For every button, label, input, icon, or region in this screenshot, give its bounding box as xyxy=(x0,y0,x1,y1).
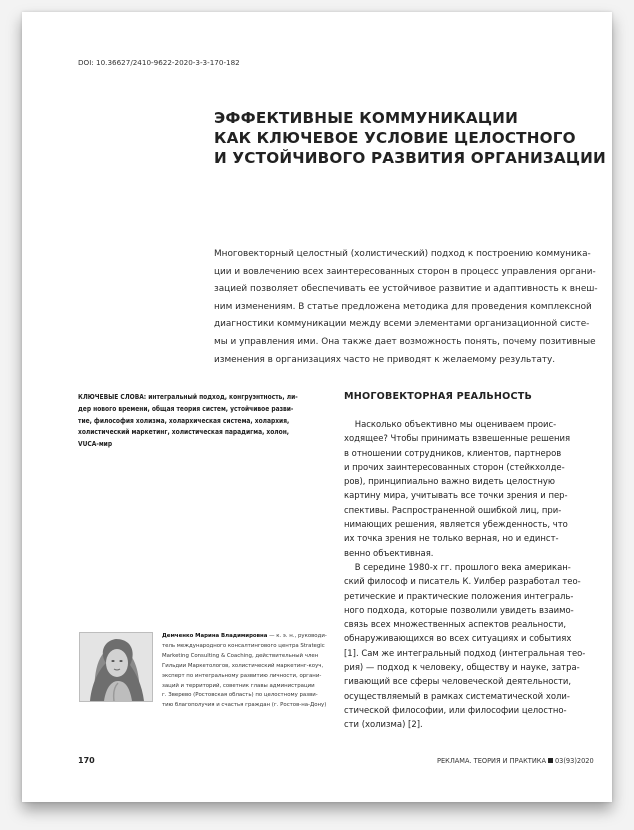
author-line: г. Зверево (Ростовская область) по целостному разви- xyxy=(162,692,318,699)
body-line: и прочих заинтересованных сторон (стейкхолде- xyxy=(344,461,565,472)
body-line: картину мира, учитывать все точки зрения и пер- xyxy=(344,490,568,501)
body-line: гивающий все сферы человеческой деятельности, xyxy=(344,676,572,687)
title-line: ЭФФЕКТИВНЫЕ КОММУНИКАЦИИ xyxy=(214,109,518,127)
body-line: осуществляемый в рамках систематической холи- xyxy=(344,690,570,701)
body-text xyxy=(344,417,594,732)
body-line: ров), принципиально важно видеть целостную xyxy=(344,476,555,487)
body-line: связь всех множественных аспектов реальности, xyxy=(344,619,567,630)
author-line: Marketing Consulting & Coaching, действительный член xyxy=(162,652,319,659)
body-line: обнаруживающихся во всех ситуациях и событиях xyxy=(344,633,572,644)
body-line: в отношении сотрудников, клиентов, партнеров xyxy=(344,447,562,458)
doi-line: DOI: 10.36627/2410-9622-2020-3-3-170-182 xyxy=(78,58,240,67)
title-line: И УСТОЙЧИВОГО РАЗВИТИЯ ОРГАНИЗАЦИИ xyxy=(214,149,606,167)
author-line: заций и территорий, советник главы администрации xyxy=(162,682,315,689)
author-name: Демченко Марина Владимировна xyxy=(162,633,268,639)
keywords-line: VUCA-мир xyxy=(78,440,113,449)
body-line: ходящее? Чтобы принимать взвешенные решения xyxy=(344,433,571,444)
keywords-line: КЛЮЧЕВЫЕ СЛОВА: интегральный подход, конгруэнтность, ли- xyxy=(78,393,298,401)
journal-page xyxy=(22,12,612,802)
body-line: нимающих решения, является убежденность, что xyxy=(344,519,568,530)
square-separator-icon xyxy=(548,758,553,763)
author-photo xyxy=(79,632,153,702)
journal-issue: 03(93)2020 xyxy=(554,757,594,765)
body-line: венно объективная. xyxy=(344,547,434,558)
journal-name: РЕКЛАМА. ТЕОРИЯ И ПРАКТИКА xyxy=(437,757,546,765)
abstract-line: зацией позволяет обеспечивать ее устойчивое развитие и адаптивность к внеш- xyxy=(214,284,598,295)
keywords-line: дер нового времени, общая теория систем, устойчивое разви- xyxy=(78,404,294,413)
abstract-line: диагностики коммуникации между всеми элементами организационной систе- xyxy=(214,319,590,330)
author-line: тию благополучия и счастья граждан (г. Ростов-на-Дону) xyxy=(162,702,327,709)
body-line: спективы. Распространенной ошибкой лиц, при- xyxy=(344,504,562,515)
author-line: Гильдии Маркетологов, холистический маркетинг-коуч, xyxy=(162,662,324,669)
body-line: рия) — подход к человеку, обществу и науке, затра- xyxy=(344,662,580,673)
body-line: стической философии, или философии целостно- xyxy=(344,704,567,715)
keywords-block xyxy=(78,392,328,451)
abstract-line: мы и управления ими. Она также дает возможность понять, почему позитивные xyxy=(214,336,596,347)
body-line: ский философ и писатель К. Уилбер разработал тео- xyxy=(344,576,581,587)
body-line: их точка зрения не только верная, но и единст- xyxy=(344,533,559,544)
author-portrait-graphic xyxy=(80,633,152,701)
author-line: эксперт по интегральному развитию личности, органи- xyxy=(162,672,322,679)
body-line: [1]. Сам же интегральный подход (интегральная тео- xyxy=(344,647,586,658)
abstract-line: Многовекторный целостный (холистический) подход к построению коммуника- xyxy=(214,249,591,259)
body-line: ретические и практические положения интеграль- xyxy=(344,590,574,601)
page-number: 170 xyxy=(78,756,95,765)
author-line: тель международного консалтингового центра Strategic xyxy=(162,642,325,649)
abstract-line: ним изменениям. В статье предложена методика для проведения комплексной xyxy=(214,301,592,312)
keywords-line: тие, философия холизма, холархическая система, холархия, xyxy=(78,416,290,425)
abstract-line: изменения в организациях часто не приводят к желаемому результату. xyxy=(214,354,556,365)
abstract xyxy=(214,246,598,369)
body-line: сти (холизма) [2]. xyxy=(344,719,423,730)
body-line: ного подхода, которые позволили увидеть взаимо- xyxy=(344,604,574,615)
author-info xyxy=(162,632,337,711)
author-line xyxy=(162,632,337,642)
body-line: В середине 1980-х гг. прошлого века американ- xyxy=(344,561,571,572)
article-title xyxy=(214,108,606,168)
abstract-line: ции и вовлечению всех заинтересованных сторон в процесс управления органи- xyxy=(214,266,596,277)
section-heading: МНОГОВЕКТОРНАЯ РЕАЛЬНОСТЬ xyxy=(344,391,532,402)
keywords-line: холистический маркетинг, холистическая парадигма, холон, xyxy=(78,428,290,437)
title-line: КАК КЛЮЧЕВОЕ УСЛОВИЕ ЦЕЛОСТНОГО xyxy=(214,129,576,147)
journal-footer xyxy=(437,757,594,765)
body-line: Насколько объективно мы оцениваем проис- xyxy=(344,419,557,429)
author-line-text: — к. э. н., руководи- xyxy=(267,633,327,639)
